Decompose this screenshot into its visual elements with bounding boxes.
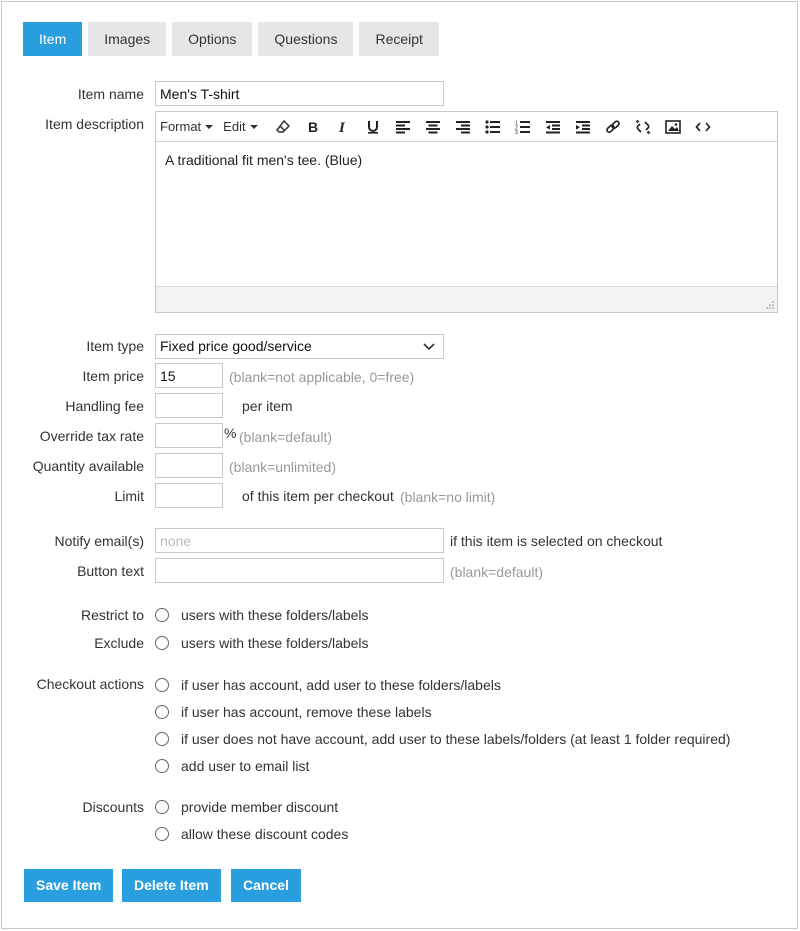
checkout-action-label: if user has account, remove these labels xyxy=(181,704,432,720)
exclude-label: Exclude xyxy=(94,635,144,651)
checkout-action-option[interactable] xyxy=(155,677,501,693)
cancel-button[interactable]: Cancel xyxy=(231,869,301,902)
checkout-action-label: add user to email list xyxy=(181,758,310,774)
checkout-action-radio[interactable] xyxy=(155,759,169,773)
handling-fee-input[interactable] xyxy=(155,393,223,418)
rich-text-editor xyxy=(155,111,778,313)
svg-text:2: 2 xyxy=(514,125,518,131)
checkout-action-option[interactable] xyxy=(155,704,432,720)
restrict-option[interactable] xyxy=(155,607,369,623)
link-icon[interactable] xyxy=(598,113,628,141)
limit-hint: (blank=no limit) xyxy=(400,489,496,505)
notify-email-label: Notify email(s) xyxy=(54,533,144,549)
align-center-icon[interactable] xyxy=(418,113,448,141)
svg-text:3: 3 xyxy=(514,129,518,134)
override-tax-label: Override tax rate xyxy=(39,428,144,444)
editor-toolbar xyxy=(156,112,777,142)
exclude-option-label: users with these folders/labels xyxy=(181,635,369,651)
checkout-action-option[interactable] xyxy=(155,731,730,747)
unlink-icon[interactable] xyxy=(628,113,658,141)
exclude-option[interactable] xyxy=(155,635,369,651)
discounts-label: Discounts xyxy=(82,799,144,815)
percent-sign: % xyxy=(224,425,237,441)
restrict-label: Restrict to xyxy=(80,607,144,623)
item-type-select[interactable] xyxy=(155,334,444,359)
tab-images[interactable]: Images xyxy=(88,22,166,56)
limit-label: Limit xyxy=(114,488,144,504)
checkout-action-radio[interactable] xyxy=(155,732,169,746)
button-text-label: Button text xyxy=(77,563,144,579)
item-description-label: Item description xyxy=(45,116,144,132)
notify-email-input[interactable] xyxy=(155,528,444,553)
discount-option-label: allow these discount codes xyxy=(181,826,349,842)
quantity-hint: (blank=unlimited) xyxy=(229,459,336,475)
image-icon[interactable] xyxy=(658,113,688,141)
discount-radio[interactable] xyxy=(155,800,169,814)
tab-questions[interactable]: Questions xyxy=(258,22,353,56)
align-right-icon[interactable] xyxy=(448,113,478,141)
checkout-action-radio[interactable] xyxy=(155,705,169,719)
checkout-action-radio[interactable] xyxy=(155,678,169,692)
item-type-value: Fixed price good/service xyxy=(160,338,312,354)
item-type-label: Item type xyxy=(86,338,144,354)
underline-icon[interactable] xyxy=(358,113,388,141)
delete-item-button[interactable]: Delete Item xyxy=(122,869,221,902)
item-price-hint: (blank=not applicable, 0=free) xyxy=(229,369,415,385)
restrict-radio[interactable] xyxy=(155,608,169,622)
discount-option[interactable] xyxy=(155,826,348,842)
caret-down-icon xyxy=(205,125,213,129)
source-code-icon[interactable] xyxy=(688,113,718,141)
chevron-down-icon xyxy=(423,343,435,351)
quantity-label: Quantity available xyxy=(32,458,144,474)
tab-bar xyxy=(23,22,445,56)
edit-menu-label: Edit xyxy=(223,119,246,134)
override-tax-hint: (blank=default) xyxy=(239,429,333,445)
align-left-icon[interactable] xyxy=(388,113,418,141)
clear-format-icon[interactable] xyxy=(268,113,298,141)
discount-radio[interactable] xyxy=(155,827,169,841)
item-name-input[interactable] xyxy=(155,81,444,106)
numbered-list-icon[interactable] xyxy=(508,113,538,141)
bold-icon[interactable] xyxy=(298,113,328,141)
checkout-actions-label: Checkout actions xyxy=(36,676,144,692)
override-tax-input[interactable] xyxy=(155,423,223,448)
tab-item[interactable]: Item xyxy=(23,22,82,56)
limit-suffix: of this item per checkout xyxy=(242,488,394,504)
handling-fee-suffix: per item xyxy=(242,398,293,414)
notify-email-suffix: if this item is selected on checkout xyxy=(450,533,663,549)
checkout-action-label: if user does not have account, add user to these labels/folders (at least 1 folder required) xyxy=(181,731,731,747)
item-price-label: Item price xyxy=(82,368,144,384)
handling-fee-label: Handling fee xyxy=(65,398,144,414)
save-item-button[interactable]: Save Item xyxy=(24,869,113,902)
italic-icon[interactable] xyxy=(328,113,358,141)
svg-text:B: B xyxy=(307,119,318,134)
checkout-action-label: if user has account, add user to these folders/labels xyxy=(181,677,501,693)
editor-status-bar xyxy=(156,286,777,312)
resize-grip-icon[interactable] xyxy=(766,301,774,309)
item-price-input[interactable] xyxy=(155,363,223,388)
tab-options[interactable]: Options xyxy=(172,22,252,56)
format-menu[interactable] xyxy=(160,119,213,134)
button-text-input[interactable] xyxy=(155,558,444,583)
svg-text:1: 1 xyxy=(514,120,518,126)
indent-icon[interactable] xyxy=(568,113,598,141)
limit-input[interactable] xyxy=(155,483,223,508)
format-menu-label: Format xyxy=(160,119,202,134)
bullet-list-icon[interactable] xyxy=(478,113,508,141)
quantity-input[interactable] xyxy=(155,453,223,478)
checkout-action-option[interactable] xyxy=(155,758,309,774)
tab-receipt[interactable]: Receipt xyxy=(359,22,438,56)
description-edit-area[interactable]: A traditional fit men's tee. (Blue) xyxy=(165,152,363,168)
discount-option[interactable] xyxy=(155,799,338,815)
outdent-icon[interactable] xyxy=(538,113,568,141)
svg-text:I: I xyxy=(338,119,345,134)
exclude-radio[interactable] xyxy=(155,636,169,650)
caret-down-icon xyxy=(250,125,258,129)
discount-option-label: provide member discount xyxy=(181,799,339,815)
item-name-label: Item name xyxy=(77,86,144,102)
restrict-option-label: users with these folders/labels xyxy=(181,607,369,623)
edit-menu[interactable] xyxy=(223,119,257,134)
button-text-hint: (blank=default) xyxy=(450,564,544,580)
